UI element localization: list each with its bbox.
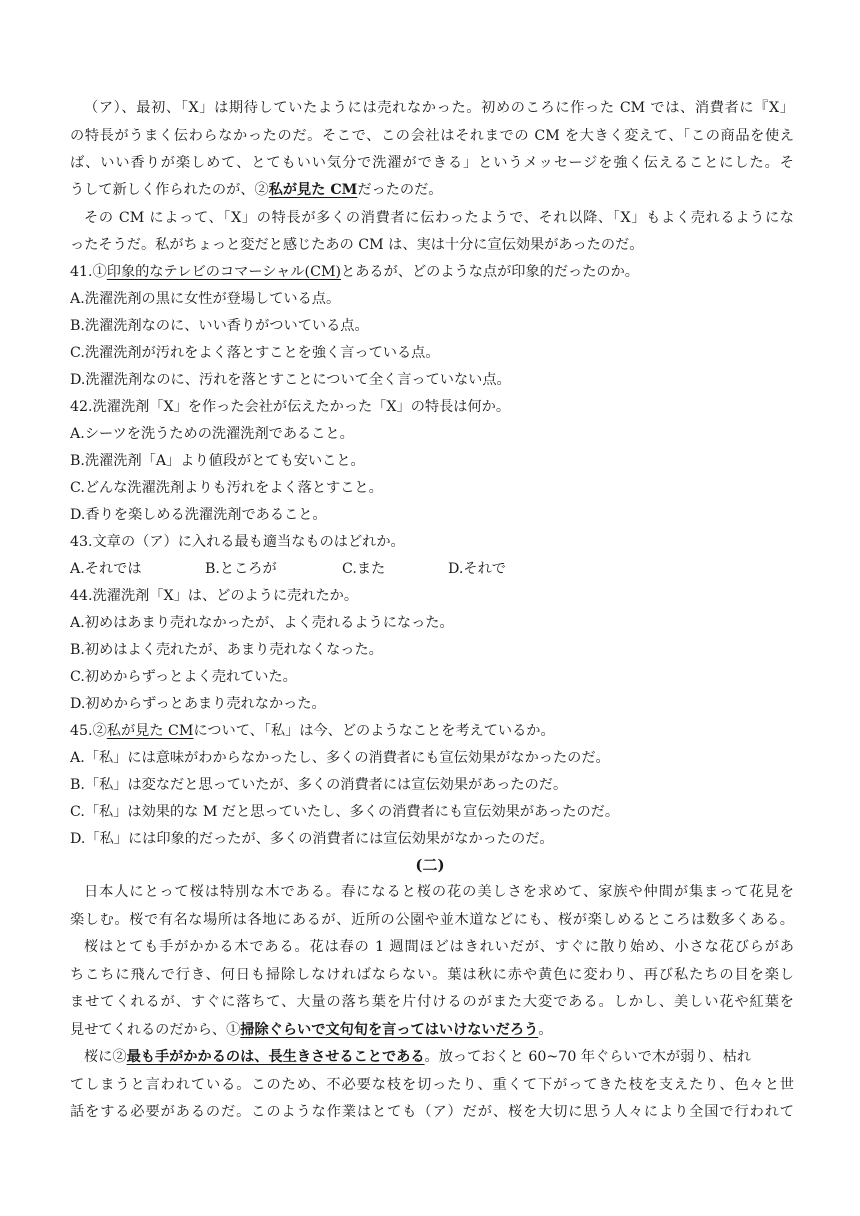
question-44: 44.洗濯洗剤「X」は、どのように売れたか。 — [70, 588, 359, 604]
answer-option: A.「私」には意味がわからなかったし、多くの消費者にも宣伝効果がなかったのだ。 — [70, 750, 610, 766]
underlined-phrase: 掃除ぐらいで文句旬を言ってはいけないだろう — [240, 1022, 539, 1038]
passage-line: 見せてくれるのだから、①掃除ぐらいで文句旬を言ってはいけないだろう。 — [70, 1022, 553, 1038]
answer-option: D.香りを楽しめる洗濯洗剤であること。 — [70, 507, 327, 523]
underlined-phrase: 私が見た CM — [268, 182, 358, 198]
answer-option: D.それで — [448, 561, 506, 577]
answer-option: D.洗濯洗剤なのに、汚れを落とすことについて全く言っていない点。 — [70, 372, 511, 388]
passage-line: ちこちに飛んで行き、何日も掃除しなければならない。葉は秋に赤や黄色に変わり、再び私たちの目を楽し — [70, 967, 794, 983]
answer-option: C.洗濯洗剤が汚れをよく落とすことを強く言っている点。 — [70, 345, 440, 361]
answer-option: A.それでは — [70, 561, 142, 577]
passage-line: 楽しむ。桜で有名な場所は各地にあるが、近所の公園や並木道などにも、桜が楽しめるところは数多くある。 — [70, 912, 794, 928]
passage-line: ませてくれるが、すぐに落ちて、大量の落ち葉を片付けるのがまた大変である。しかし、美しい花や紅葉を — [70, 994, 794, 1010]
answer-option: B.「私」は変なだと思っていたが、多くの消費者には宣伝効果があったのだ。 — [70, 777, 568, 793]
answer-option: B.ところが — [205, 561, 277, 577]
passage-line: てしまうと言われている。このため、不必要な枝を切ったり、重くて下がってきた枝を支えたり、色々と世 — [70, 1077, 794, 1093]
answer-option: C.どんな洗濯洗剤よりも汚れをよく落とすこと。 — [70, 480, 383, 496]
passage-line: その CM によって、「X」の特長が多くの消費者に伝わったようで、それ以降、「X」もよく売れるようにな — [84, 210, 794, 226]
answer-option: C.初めからずっとよく売れていた。 — [70, 669, 297, 685]
answer-option: A.洗濯洗剤の黒に女性が登場している点。 — [70, 291, 341, 307]
passage-line: ば、いい香りが楽しめて、とてもいい気分で洗濯ができる」というメッセージを強く伝えることにした。そ — [70, 155, 794, 171]
answer-option: C.また — [342, 561, 386, 577]
passage-line: 桜はとても手がかかる木である。花は春の 1 週間ほどはきれいだが、すぐに散り始め、小さな花びらがあ — [84, 939, 794, 955]
passage-line: （ア）、最初、「X」は期待していたようには売れなかった。初めのころに作った CM では、消費者に『X」 — [84, 100, 794, 116]
answer-option: D.「私」には印象的だったが、多くの消費者には宣伝効果がなかったのだ。 — [70, 831, 554, 847]
answer-option: A.初めはあまり売れなかったが、よく売れるようになった。 — [70, 615, 454, 631]
answer-option: B.洗濯洗剤「A」より値段がとても安いこと。 — [70, 453, 365, 469]
passage-line: の特長がうまく伝わらなかったのだ。そこで、この会社はそれまでの CM を大きく変えて、「この商品を使え — [70, 128, 794, 144]
question-45: 45.②私が見た CMについて、「私」は今、どのようなことを考えているか。 — [70, 723, 555, 739]
underlined-phrase: 印象的なテレビのコマーシャル(CM) — [106, 264, 342, 280]
question-42: 42.洗濯洗剤「X」を作った会社が伝えたかった「X」の特長は何か。 — [70, 399, 511, 415]
passage-line: 日本人にとって桜は特別な木である。春になると桜の花の美しさを求めて、家族や仲間が集まって花見を — [84, 884, 794, 900]
question-43: 43.文章の（ア）に入れる最も適当なものはどれか。 — [70, 534, 405, 550]
answer-option: C.「私」は効果的な M だと思っていたし、多くの消費者にも宣伝効果があったのだ。 — [70, 804, 620, 820]
passage-line: 話をする必要があるのだ。このような作業はとても（ア）だが、桜を大切に思う人々により全国で行われて — [70, 1104, 794, 1120]
passage-line: ったそうだ。私がちょっと変だと感じたあの CM は、実は十分に宣伝効果があったのだ。 — [70, 237, 644, 253]
underlined-phrase: 最も手がかかるのは、長生きさせることである — [126, 1049, 425, 1065]
section-heading: (二) — [415, 856, 445, 874]
underlined-phrase: 私が見た CM — [106, 723, 194, 739]
question-41: 41.①印象的なテレビのコマーシャル(CM)とあるが、どのような点が印象的だったのか。 — [70, 264, 639, 280]
passage-line: 桜に②最も手がかかるのは、長生きさせることである。放っておくと 60~70 年ぐらいで木が弱り、枯れ — [84, 1049, 752, 1065]
answer-option: D.初めからずっとあまり売れなかった。 — [70, 696, 326, 712]
answer-option: A.シーツを洗うための洗濯洗剤であること。 — [70, 426, 354, 442]
answer-option: B.初めはよく売れたが、あまり売れなくなった。 — [70, 642, 383, 658]
answer-option: B.洗濯洗剤なのに、いい香りがついている点。 — [70, 318, 369, 334]
passage-line: うして新しく作られたのが、②私が見た CMだったのだ。 — [70, 182, 443, 198]
